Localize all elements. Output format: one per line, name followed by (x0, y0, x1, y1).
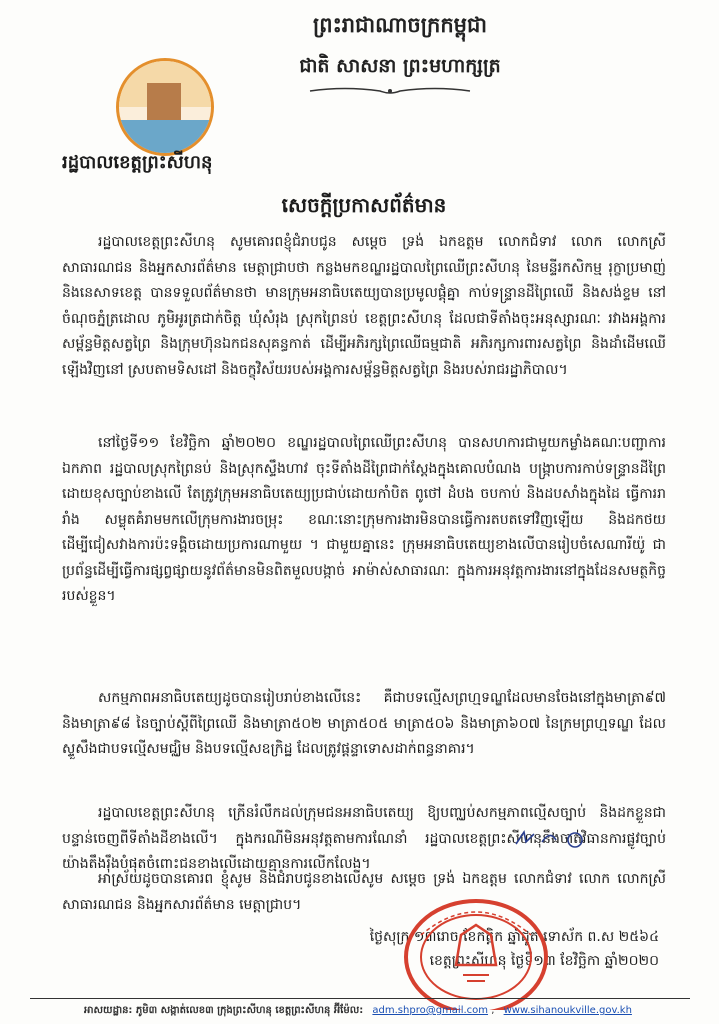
solar-date-place: ខេត្តព្រះសីហនុ ថ្ងៃទី១៣ ខែវិច្ឆិកា ឆ្នាំ២០២០ (429, 953, 659, 969)
paragraph-2: នៅថ្ងៃទី១១ ខែវិច្ឆិកា ឆ្នាំ២០២០ ខណ្ឌរដ្ឋបាលព្រៃឈើព្រះសីហនុ បានសហការជាមួយកម្លាំងគណៈបញ្ជាការឯកភាព រដ្ឋបាលស្រុកព្រៃនប់ និងស្រុកស្ទឹងហាវ ចុះទីតាំងដីព្រៃជាក់ស្តែងក្នុងគោលបំណង បង្ក្រាបការកាប់ទន្ទ្រានដីព្រៃដោយខុសច្បាប់ខាងលើ តែត្រូវក្រុមអនាធិបតេយ្យប្រជាប់ដោយកាំបិត ពូថៅ ដំបង ចបកាប់ និងដបសាំងក្នុងដៃ ធ្វើការរារាំង សម្លុតគំរាមមកលើក្រុមការងារចម្រុះ ខណៈនោះក្រុមការងារមិនបានធ្វើការតបតទៅវិញឡើយ និងដកថយដើម្បីជៀសវាងការប៉ះទង្គិចដោយប្រការណាមួយ ។ ជាមួយគ្នានេះ ក្រុមអនាធិបតេយ្យខាងលើបានរៀបចំសេណារីយ៉ូ ជាប្រព័ន្ធដើម្បីធ្វើការផ្សព្វផ្សាយនូវព័ត៌មានមិនពិតមួលបង្កាច់ អាម៉ាស់សាធារណៈ ក្នុងការអនុវត្តការងារនៅក្នុងដែនសមត្ថកិច្ចរបស់ខ្លួន។ (62, 435, 666, 604)
logo-sea (119, 120, 211, 153)
issuer-name: រដ្ឋបាលខេត្តព្រះសីហនុ (62, 152, 213, 173)
logo-building (147, 83, 181, 123)
paragraph-1: រដ្ឋបាលខេត្តព្រះសីហនុ សូមគោរពខ្ញុំជំរាបជូន សម្តេច ទ្រង់ ឯកឧត្តម លោកជំទាវ លោក លោកស្រី សាធារណជន និងអ្នកសារព័ត៌មាន មេត្តាជ្រាបថា កន្លងមកខណ្ឌរដ្ឋបាលព្រៃឈើព្រះសីហនុ នៃមន្ទីរកសិកម្ម រុក្ខាប្រមាញ់ និងនេសាទខេត្ត បានទទួលព័ត៌មានថា មានក្រុមអនាធិបតេយ្យបានប្រមូលផ្តុំគ្នា កាប់ទន្ទ្រានដីព្រៃឈើ និងសង់ខ្ទម នៅចំណុចភ្នំត្រដោល ភូមិអូរត្រជាក់ចិត្ត ឃុំសំរុង ស្រុកព្រៃនប់ ខេត្តព្រះសីហនុ ដែលជាទីតាំងចុះអនុស្សារណៈ រវាងអង្គការសម្ព័ន្ធមិត្តសត្វព្រៃ និងក្រុមហ៊ុនឯកជនសុគន្ធកាត់ ដើម្បីអភិរក្សព្រៃឈើធម្មជាតិ អភិរក្សការពារសត្វព្រៃ និងដាំដើមឈើឡើងវិញនៅ ស្របតាមទិសដៅ និងចក្ខុវិស័យរបស់អង្គការសម្ព័ន្ធមិត្តសត្វព្រៃ និងរបស់រាជរដ្ឋាភិបាល។ (62, 234, 666, 378)
document-title: សេចក្តីប្រកាសព័ត៌មាន (281, 193, 447, 217)
national-motto: ជាតិ សាសនា ព្រះមហាក្សត្រ (299, 55, 501, 77)
footer-contact (84, 1003, 632, 1018)
paragraph-5: អាស្រ័យដូចបានគោរព ខ្ញុំសូម និងជំរាបជូនខាងលើសូម សម្តេច ទ្រង់ ឯកឧត្តម លោកជំទាវ លោក លោកស្រី សាធារណជន និងអ្នកសារព័ត៌មាន មេត្តាជ្រាប។ (62, 871, 666, 913)
footer-divider (30, 998, 690, 999)
official-seal-icon (401, 895, 551, 1010)
footer-address: អាសយដ្ឋាន: ភូមិ៣ សង្កាត់លេខ៣ ក្រុងព្រះសីហនុ ខេត្តព្រះសីហនុ អ៊ីម៉ែល: (84, 1005, 364, 1016)
lunar-date: ថ្ងៃសុក្រ ១៣រោច ខែកត្តិក ឆ្នាំជូត ទោស័ក ព.ស ២៥៦៤ (369, 929, 659, 945)
footer-website-link[interactable]: www.sihanoukville.gov.kh (503, 1005, 632, 1016)
paragraph-4: រដ្ឋបាលខេត្តព្រះសីហនុ ក្រើនរំលឹកដល់ក្រុមជនអនាធិបតេយ្យ ឱ្យបញ្ឈប់សកម្មភាពល្មើសច្បាប់ និងដកខ្លួនជាបន្ទាន់ចេញពីទីតាំងដីខាងលើ។ ក្នុងករណីមិនអនុវត្តតាមការណែនាំ រដ្ឋបាលខេត្តព្រះសីហនុនឹងចាត់វិធានការផ្លូវច្បាប់យ៉ាងតឹងរ៉ឹងបំផុតចំពោះជនខាងលើដោយគ្មានការលើកលែង។ (62, 805, 666, 872)
provincial-logo-icon (116, 58, 214, 156)
ornament-divider-icon (300, 86, 480, 96)
footer-separator: , (491, 1005, 495, 1016)
paragraph-3: សកម្មភាពអនាធិបតេយ្យដូចបានរៀបរាប់ខាងលើនេះ គឺជាបទល្មើសព្រហ្មទណ្ឌដែលមានចែងនៅក្នុងមាត្រា៩៧ និងមាត្រា៩៨ នៃច្បាប់ស្តីពីព្រៃឈើ និងមាត្រា៥០២ មាត្រា៥០៥ មាត្រា៥០៦ និងមាត្រា៦០៧ នៃក្រមព្រហ្មទណ្ឌ ដែលស្ទួសឹងជាបទល្មើសមជ្ឈិម និងបទល្មើសឧក្រិដ្ឋ ដែលត្រូវផ្តន្ទាទោសដាក់ពន្ធនាគារ។ (62, 690, 666, 757)
footer-email-link[interactable]: adm.shpro@gmail.com (372, 1005, 489, 1016)
signature-initials-icon (512, 828, 592, 850)
kingdom-heading: ព្រះរាជាណាចក្រកម្ពុជា (312, 12, 487, 37)
